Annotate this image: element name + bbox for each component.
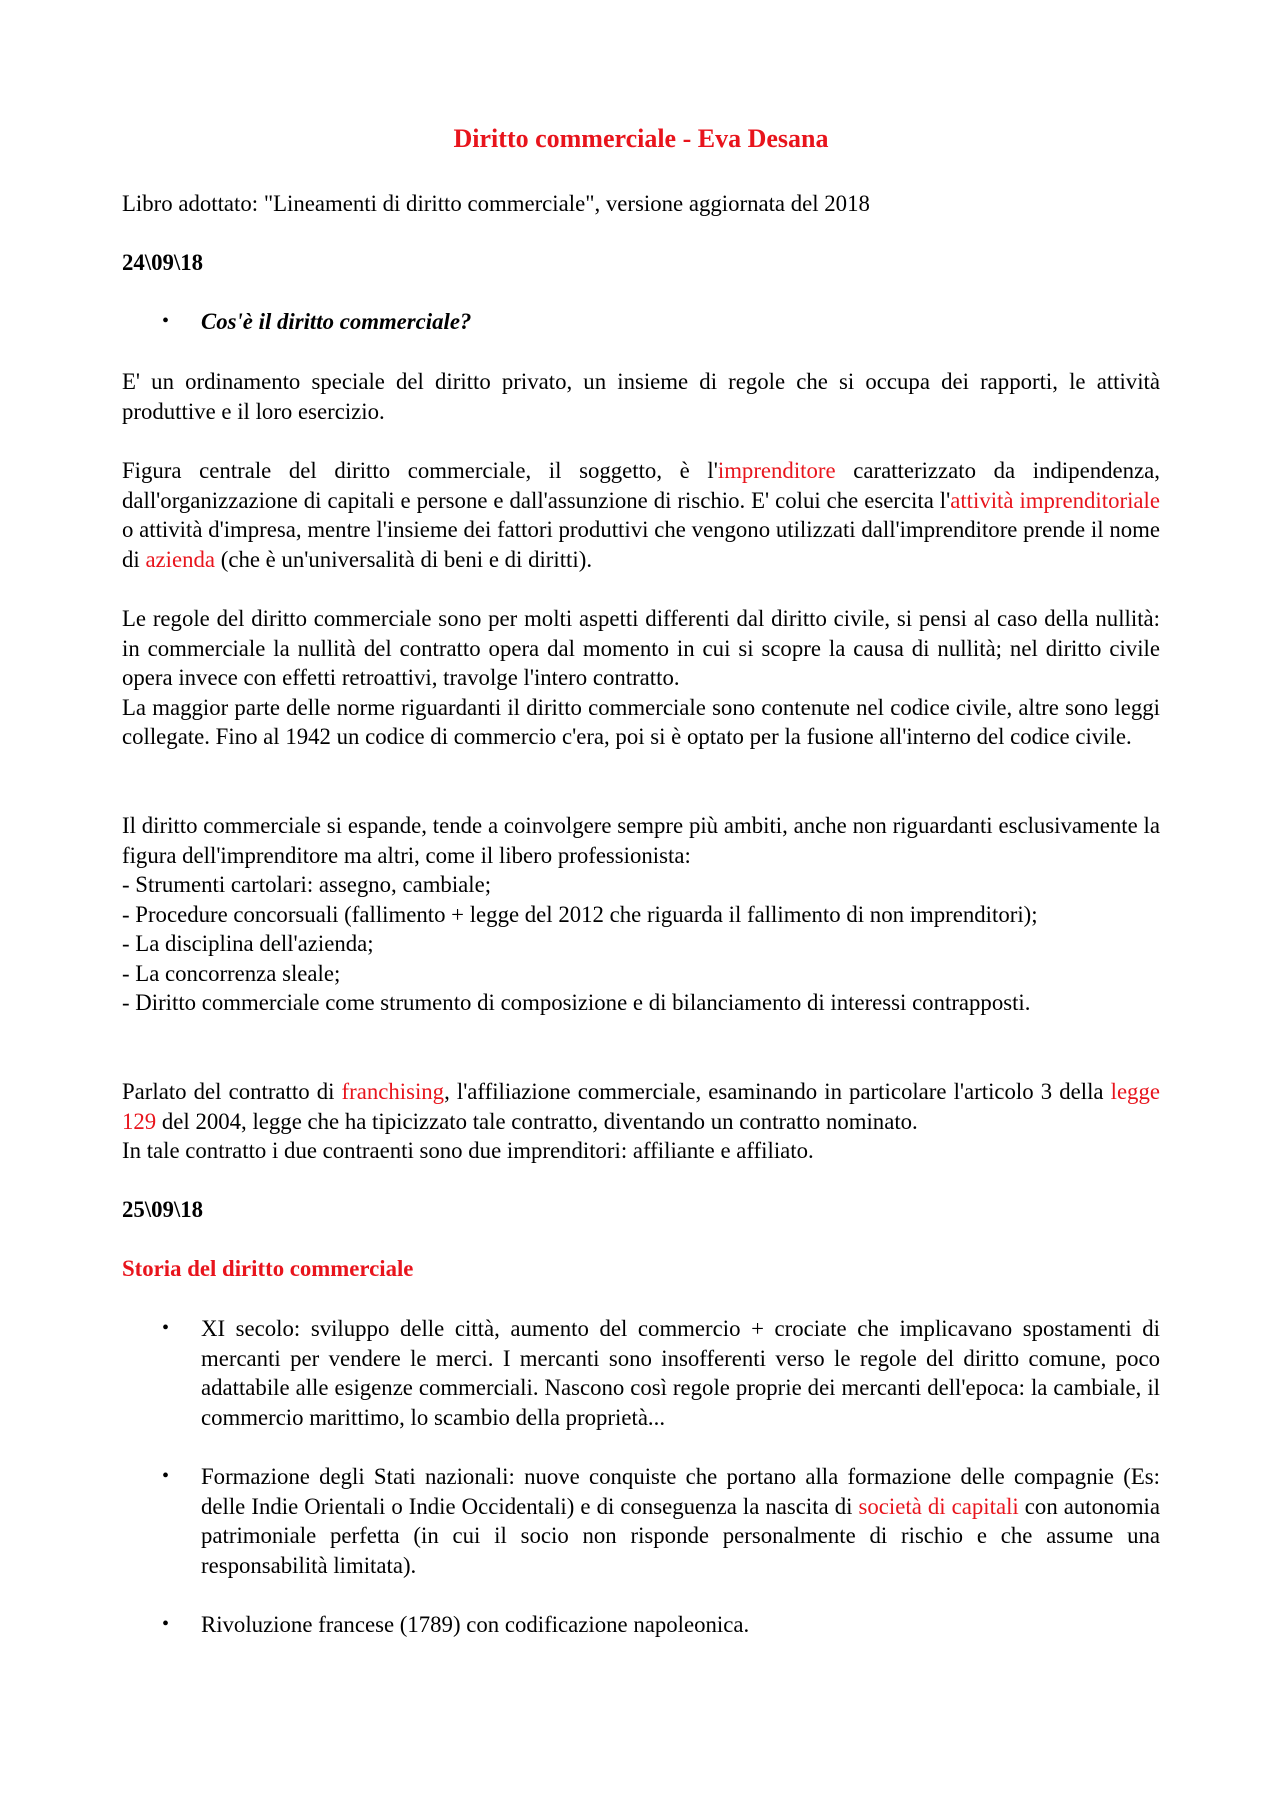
section-heading: Storia del diritto commerciale [122,1256,414,1281]
list-item: - Procedure concorsuali (fallimento + legge del 2012 che riguarda il fallimento di non imprenditori); [122,901,1038,927]
term-societa-di-capitali: società di capitali [858,1493,1019,1519]
paragraph-nullita: Le regole del diritto commerciale sono per molti aspetti differenti dal diritto civile, si pensi al caso della nullità: in commerciale la nullità del contratto opera dal momento in cui si scopre la causa di nullità; nel diritto civile opera invece con effetti retroattivi, travolge l'intero contratto. La maggior parte delle norme riguardanti il diritto commerciale sono contenute nel codice civile, altre sono leggi collegate. Fino al 1942 un codice di commercio c'era, poi si è optato per la fusione all'interno del codice civile. [122,606,1160,749]
paragraph-definition: E' un ordinamento speciale del diritto privato, un insieme di regole che si occupa dei rapporti, le attività produttive e il loro esercizio. [122,369,1160,424]
espansione-intro: Il diritto commerciale si espande, tende a coinvolgere sempre più ambiti, anche non riguardanti esclusivamente la figura dell'imprenditore ma altri, come il libero professionista: [122,813,1160,868]
paragraph-imprenditore: Figura centrale del diritto commerciale, il soggetto, è l'imprenditore caratterizzato da indipendenza, dall'organizzazione di capitali e persone e dall'assunzione di rischio. E' colui che esercita l'attività imprenditoriale o attività d'impresa, mentre l'insieme dei fattori produttivi che vengono utilizzati dall'imprenditore prende il nome di azienda (che è un'universalità di beni e di diritti). [122,458,1160,572]
history-item [122,1314,1160,1434]
term-franchising: franchising [341,1079,445,1104]
list-item: - La concorrenza sleale; [122,960,341,986]
list-item: - La disciplina dell'azienda; [122,931,374,956]
document-title: Diritto commerciale - Eva Desana [453,124,829,153]
book-line: Libro adottato: "Lineamenti di diritto commerciale", versione aggiornata del 2018 [122,191,870,216]
date-heading-1: 24\09\18 [122,250,204,275]
term-attivita-imprenditoriale: attività imprenditoriale [950,487,1160,513]
date-heading-2: 25\09\18 [122,1197,204,1222]
term-legge-129: legge 129 [122,1079,1160,1134]
list-item: - Strumenti cartolari: assegno, cambiale; [122,872,492,897]
paragraph-espansione [122,811,1160,1018]
bullet-icon: • [162,1317,170,1339]
bullet-icon: • [162,1465,170,1487]
question-text: Cos'è il diritto commerciale? [201,309,472,334]
question-item [122,307,1160,337]
term-imprenditore: imprenditore [717,458,836,483]
list-item: - Diritto commerciale come strumento di composizione e di bilanciamento di interessi contrapposti. [122,990,1031,1015]
history-text: XI secolo: sviluppo delle città, aumento del commercio + crociate che implicavano spostamenti di mercanti per vendere le merci. I mercanti sono insofferenti verso le regole del diritto comune, poco adattabile alle esigenze commerciali. Nascono così regole proprie dei mercanti dell'epoca: la cambiale, il commercio marittimo, lo scambio della proprietà... [201,1316,1160,1430]
history-item [122,1462,1160,1582]
term-azienda: azienda [145,546,216,572]
bullet-icon: • [162,310,170,332]
history-item [122,1610,1160,1640]
paragraph-franchising: Parlato del contratto di franchising, l'affiliazione commerciale, esaminando in particolare l'articolo 3 della legge 129 del 2004, legge che ha tipicizzato tale contratto, diventando un contratto nominato. In tale contratto i due contraenti sono due imprenditori: affiliante e affiliato. [122,1079,1160,1163]
bullet-icon: • [162,1613,170,1635]
history-text: Formazione degli Stati nazionali: nuove conquiste che portano alla formazione delle compagnie (Es: delle Indie Orientali o Indie Occidentali) e di conseguenza la nascita di società di capitali con autonomia patrimoniale perfetta (in cui il socio non risponde personalmente di rischio e che assume una responsabilità limitata). [201,1464,1161,1578]
history-text: Rivoluzione francese (1789) con codificazione napoleonica. [201,1612,750,1637]
